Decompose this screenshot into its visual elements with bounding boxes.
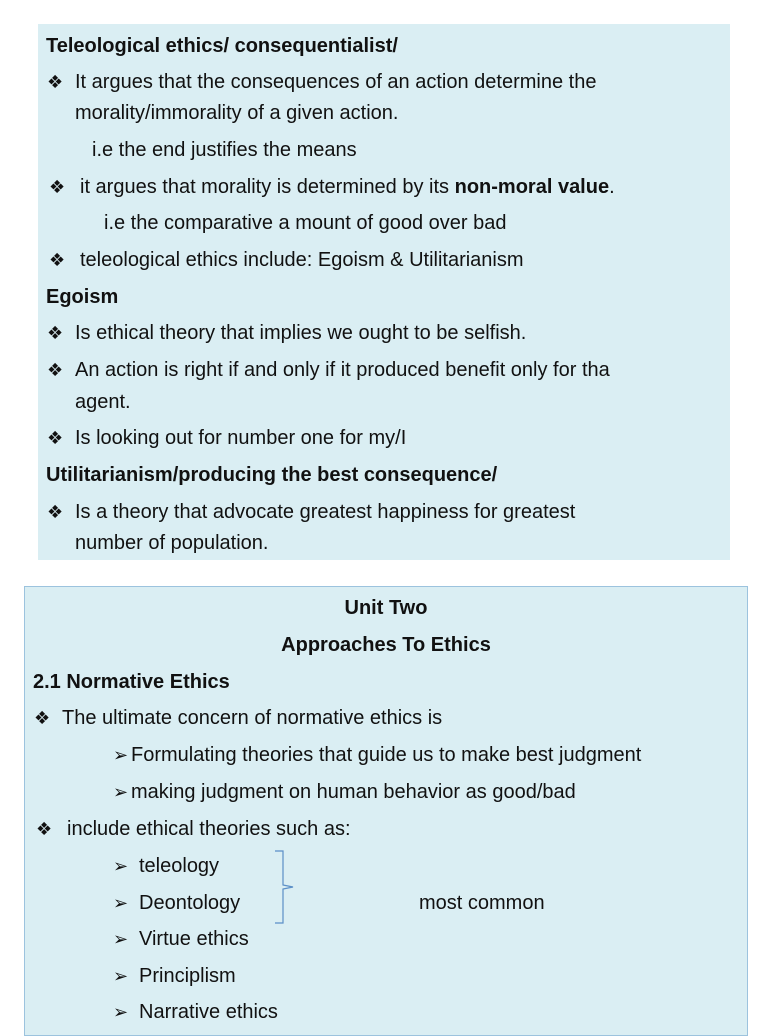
bullet-text-consequences: It argues that the consequences of an action determine the [75, 71, 597, 93]
arrow-icon: ➢ [113, 745, 129, 765]
bullet-text-ultimate-concern: The ultimate concern of normative ethics is [62, 707, 443, 729]
bullet-icon: ❖ [47, 323, 64, 343]
non-moral-post: . [609, 176, 615, 198]
bullet-icon: ❖ [34, 708, 51, 728]
most-common-label: most common [419, 892, 545, 914]
brace-icon [259, 849, 299, 925]
sub-end-justifies-means: i.e the end justifies the means [92, 139, 357, 161]
bullet-icon: ❖ [47, 502, 64, 522]
bullet-text-action-right-cont: agent. [75, 391, 131, 413]
theory-item: Narrative ethics [139, 1001, 278, 1023]
arrow-icon: ➢ [113, 893, 129, 913]
bullet-text-consequences-cont: morality/immorality of a given action. [75, 102, 399, 124]
arrow-text-making-judgment: making judgment on human behavior as good/bad [131, 781, 576, 803]
bullet-text-action-right: An action is right if and only if it produced benefit only for tha [75, 359, 610, 381]
heading-egoism: Egoism [46, 286, 119, 308]
bullet-text-include-theories: include ethical theories such as: [67, 818, 351, 840]
bullet-text-non-moral [80, 175, 615, 199]
section-heading: 2.1 Normative Ethics [33, 671, 230, 693]
arrow-text-formulating: Formulating theories that guide us to make best judgment [131, 744, 642, 766]
slide-title: Approaches To Ethics [281, 634, 491, 656]
bullet-icon: ❖ [47, 428, 64, 448]
heading-teleological: Teleological ethics/ consequentialist/ [46, 35, 398, 57]
non-moral-pre: it argues that morality is determined by its [80, 176, 455, 198]
unit-label: Unit Two [344, 597, 428, 619]
bullet-text-greatest-happiness-cont: number of population. [75, 532, 269, 554]
bullet-text-selfish: Is ethical theory that implies we ought to be selfish. [75, 322, 527, 344]
sub-good-over-bad: i.e the comparative a mount of good over bad [104, 212, 507, 234]
theory-item: teleology [139, 855, 220, 877]
bullet-icon: ❖ [47, 360, 64, 380]
bullet-icon: ❖ [49, 177, 66, 197]
theory-item: Virtue ethics [139, 928, 249, 950]
arrow-icon: ➢ [113, 929, 129, 949]
heading-utilitarianism: Utilitarianism/producing the best consequence/ [46, 464, 498, 486]
bullet-icon: ❖ [49, 250, 66, 270]
bullet-text-include: teleological ethics include: Egoism & Utilitarianism [80, 249, 524, 271]
bullet-icon: ❖ [36, 819, 53, 839]
theory-item: Principlism [139, 965, 236, 987]
theory-item: Deontology [139, 892, 241, 914]
bullet-text-number-one: Is looking out for number one for my/I [75, 427, 407, 449]
bullet-icon: ❖ [47, 72, 64, 92]
arrow-icon: ➢ [113, 1002, 129, 1022]
non-moral-bold: non-moral value [454, 176, 610, 198]
arrow-icon: ➢ [113, 856, 129, 876]
arrow-icon: ➢ [113, 966, 129, 986]
arrow-icon: ➢ [113, 782, 129, 802]
slide-approaches-to-ethics [24, 586, 748, 1036]
bullet-text-greatest-happiness: Is a theory that advocate greatest happiness for greatest [75, 501, 576, 523]
slide-teleological-ethics [38, 24, 730, 560]
